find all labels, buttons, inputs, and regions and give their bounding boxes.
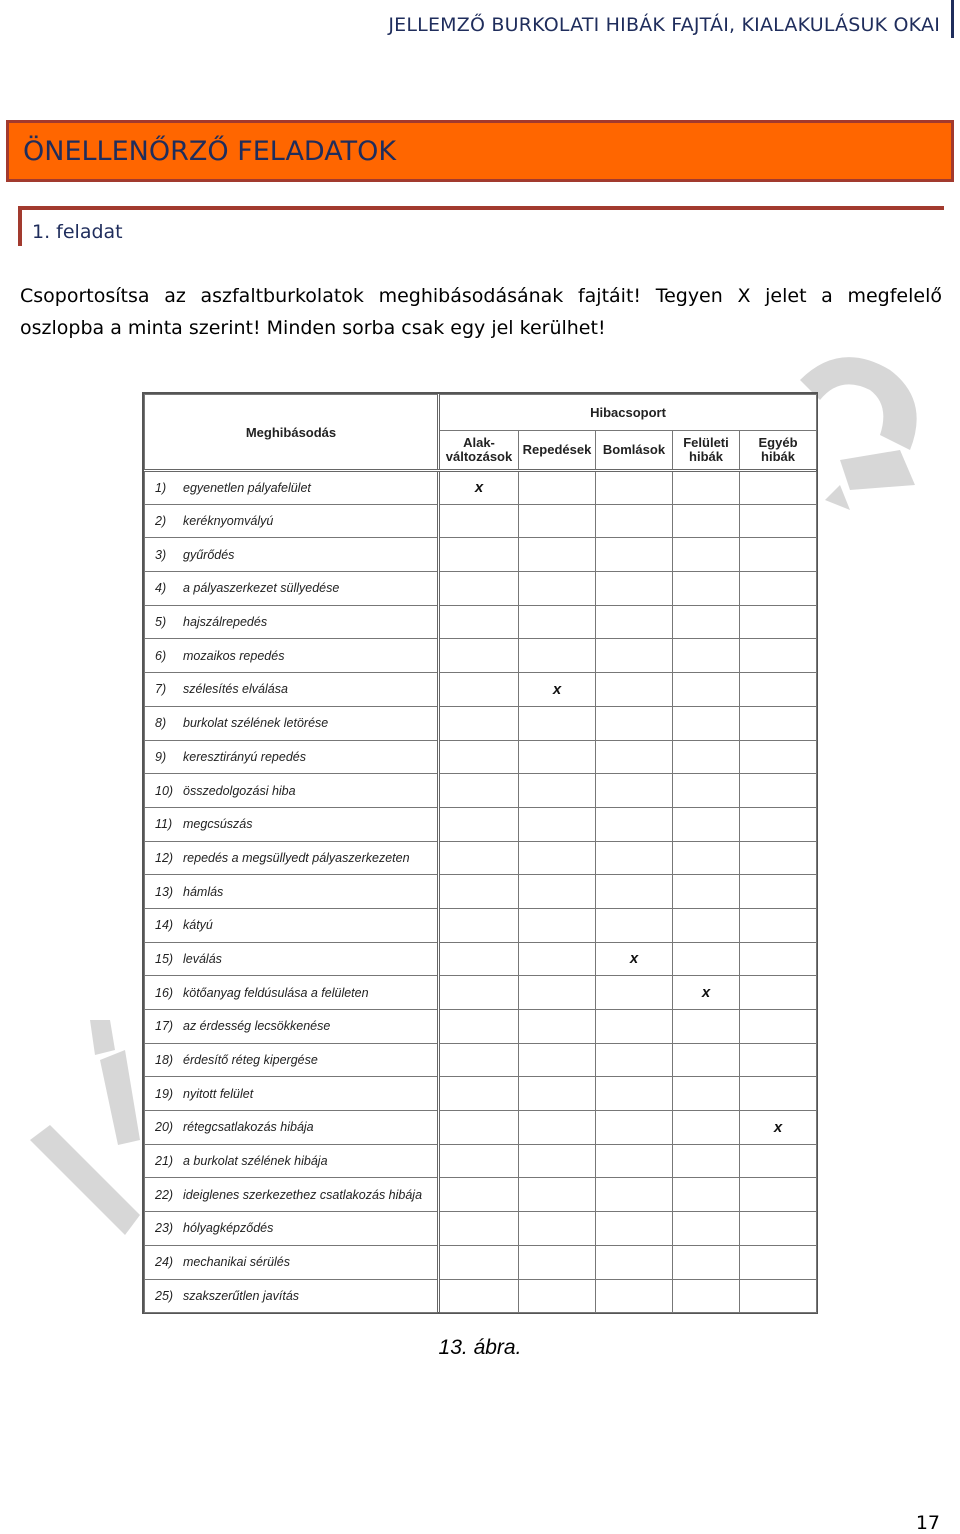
answer-cell[interactable] <box>519 875 596 909</box>
answer-cell[interactable] <box>439 706 519 740</box>
answer-cell[interactable] <box>740 504 817 538</box>
answer-cell[interactable] <box>519 740 596 774</box>
table-row <box>145 1178 817 1212</box>
defect-name: repedés a megsüllyedt pályaszerkezeten <box>183 850 410 865</box>
answer-cell[interactable] <box>519 1043 596 1077</box>
table-row <box>145 1245 817 1279</box>
running-header: JELLEMZŐ BURKOLATI HIBÁK FAJTÁI, KIALAKULÁSUK OKAI <box>388 14 940 36</box>
defect-name: hólyagképződés <box>183 1221 274 1236</box>
answer-cell[interactable] <box>740 774 817 808</box>
answer-cell[interactable] <box>673 1010 740 1044</box>
answer-cell[interactable] <box>673 1144 740 1178</box>
x-mark: x <box>552 680 562 698</box>
answer-cell[interactable] <box>596 605 673 639</box>
answer-cell[interactable] <box>519 942 596 976</box>
answer-cell[interactable] <box>740 1245 817 1279</box>
row-number: 21) <box>155 1154 174 1169</box>
answer-cell[interactable] <box>596 942 673 976</box>
defect-label <box>145 673 439 707</box>
answer-cell[interactable] <box>740 1010 817 1044</box>
defect-name: megcsúszás <box>183 817 253 832</box>
answer-cell[interactable] <box>439 942 519 976</box>
defect-name: rétegcsatlakozás hibája <box>183 1120 314 1135</box>
answer-cell[interactable] <box>596 774 673 808</box>
column-header-category: Repedések <box>519 431 596 471</box>
answer-cell[interactable] <box>439 1178 519 1212</box>
answer-cell[interactable] <box>740 538 817 572</box>
defect-label <box>145 1010 439 1044</box>
answer-cell[interactable] <box>740 942 817 976</box>
answer-cell[interactable] <box>596 1245 673 1279</box>
table-row <box>145 807 817 841</box>
table-row <box>145 1144 817 1178</box>
answer-cell[interactable] <box>673 1077 740 1111</box>
answer-cell[interactable] <box>596 504 673 538</box>
defect-name: gyűrődés <box>183 547 235 562</box>
row-number: 24) <box>155 1255 174 1270</box>
answer-cell[interactable] <box>439 740 519 774</box>
defect-label <box>145 538 439 572</box>
column-header-category: Egyéb hibák <box>740 431 817 471</box>
answer-cell[interactable] <box>439 1212 519 1246</box>
row-number: 2) <box>155 514 167 529</box>
row-number: 4) <box>155 581 167 596</box>
table-row <box>145 875 817 909</box>
defect-label <box>145 572 439 606</box>
defect-name: kötőanyag feldúsulása a felületen <box>183 985 369 1000</box>
defect-name: mozaikos repedés <box>183 648 285 663</box>
defect-name: összedolgozási hiba <box>183 783 296 798</box>
table-row <box>145 504 817 538</box>
table-row <box>145 1043 817 1077</box>
defect-label <box>145 875 439 909</box>
row-number: 1) <box>155 480 167 495</box>
answer-cell[interactable] <box>596 706 673 740</box>
row-number: 17) <box>155 1019 174 1034</box>
defect-label <box>145 740 439 774</box>
answer-cell[interactable] <box>740 740 817 774</box>
answer-cell[interactable] <box>596 1178 673 1212</box>
table-row <box>145 774 817 808</box>
answer-cell[interactable] <box>519 1245 596 1279</box>
table-row <box>145 538 817 572</box>
table-row <box>145 605 817 639</box>
answer-cell[interactable] <box>740 572 817 606</box>
row-number: 18) <box>155 1053 174 1068</box>
answer-cell[interactable] <box>740 1178 817 1212</box>
defect-label <box>145 1245 439 1279</box>
answer-cell[interactable] <box>596 471 673 505</box>
answer-cell[interactable] <box>673 1245 740 1279</box>
answer-cell[interactable] <box>439 538 519 572</box>
answer-cell[interactable] <box>596 673 673 707</box>
defect-name: szélesítés elválása <box>183 682 288 697</box>
x-mark: x <box>474 479 484 497</box>
answer-cell[interactable] <box>740 471 817 505</box>
defect-label <box>145 841 439 875</box>
answer-cell[interactable] <box>596 740 673 774</box>
answer-cell[interactable] <box>519 774 596 808</box>
answer-cell[interactable] <box>519 1077 596 1111</box>
defect-name: keréknyomvályú <box>183 514 274 529</box>
answer-cell[interactable] <box>519 1279 596 1313</box>
answer-cell[interactable] <box>439 976 519 1010</box>
column-header-defect: Meghibásodás <box>145 395 439 471</box>
defect-label <box>145 504 439 538</box>
answer-cell[interactable] <box>673 1111 740 1145</box>
defect-name: a burkolat szélének hibája <box>183 1154 328 1169</box>
answer-cell[interactable] <box>673 1279 740 1313</box>
answer-cell[interactable] <box>673 471 740 505</box>
answer-cell[interactable] <box>439 774 519 808</box>
answer-cell[interactable] <box>519 908 596 942</box>
watermark-fragment-bottom <box>30 1020 160 1250</box>
answer-cell[interactable] <box>740 875 817 909</box>
row-number: 22) <box>155 1187 174 1202</box>
answer-cell[interactable] <box>673 1212 740 1246</box>
row-number: 8) <box>155 716 167 731</box>
defect-name: kátyú <box>183 918 213 933</box>
answer-cell[interactable] <box>673 639 740 673</box>
defect-name: leválás <box>183 951 222 966</box>
answer-cell[interactable] <box>673 807 740 841</box>
answer-cell[interactable] <box>740 1212 817 1246</box>
page-number: 17 <box>915 1512 940 1534</box>
answer-cell[interactable] <box>439 605 519 639</box>
column-header-category: Bomlások <box>596 431 673 471</box>
table-row <box>145 841 817 875</box>
defect-name: burkolat szélének letörése <box>183 716 329 731</box>
answer-cell[interactable] <box>439 673 519 707</box>
answer-cell[interactable] <box>740 605 817 639</box>
answer-cell[interactable] <box>673 942 740 976</box>
answer-cell[interactable] <box>519 1212 596 1246</box>
answer-cell[interactable] <box>740 1144 817 1178</box>
table-row <box>145 1077 817 1111</box>
answer-cell[interactable] <box>519 976 596 1010</box>
row-number: 14) <box>155 918 174 933</box>
defect-name: ideiglenes szerkezethez csatlakozás hibája <box>183 1187 423 1202</box>
answer-cell[interactable] <box>596 1144 673 1178</box>
answer-cell[interactable] <box>673 908 740 942</box>
defect-name: a pályaszerkezet süllyedése <box>183 581 340 596</box>
defect-label <box>145 1279 439 1313</box>
defect-label <box>145 1111 439 1145</box>
answer-cell[interactable] <box>740 1111 817 1145</box>
answer-cell[interactable] <box>439 471 519 505</box>
answer-cell[interactable] <box>740 1279 817 1313</box>
defect-label <box>145 807 439 841</box>
answer-cell[interactable] <box>519 841 596 875</box>
answer-cell[interactable] <box>673 875 740 909</box>
defect-label <box>145 639 439 673</box>
answer-cell[interactable] <box>740 706 817 740</box>
answer-cell[interactable] <box>673 572 740 606</box>
answer-cell[interactable] <box>439 807 519 841</box>
answer-cell[interactable] <box>740 1043 817 1077</box>
defect-label <box>145 1144 439 1178</box>
x-mark: x <box>773 1118 783 1136</box>
answer-cell[interactable] <box>673 504 740 538</box>
row-number: 15) <box>155 951 174 966</box>
table-row <box>145 740 817 774</box>
answer-cell[interactable] <box>740 673 817 707</box>
defect-name: nyitott felület <box>183 1086 254 1101</box>
row-number: 19) <box>155 1086 174 1101</box>
answer-cell[interactable] <box>673 1043 740 1077</box>
row-number: 9) <box>155 749 167 764</box>
answer-cell[interactable] <box>740 639 817 673</box>
answer-cell[interactable] <box>439 875 519 909</box>
answer-cell[interactable] <box>596 1043 673 1077</box>
column-header-category: Felületi hibák <box>673 431 740 471</box>
row-number: 7) <box>155 682 167 697</box>
table-row <box>145 572 817 606</box>
answer-cell[interactable] <box>439 1043 519 1077</box>
defect-name: érdesítő réteg kipergése <box>183 1053 318 1068</box>
answer-cell[interactable] <box>519 1144 596 1178</box>
answer-cell[interactable] <box>740 976 817 1010</box>
defect-name: szakszerűtlen javítás <box>183 1288 300 1303</box>
table-row <box>145 976 817 1010</box>
table-row <box>145 942 817 976</box>
table-row <box>145 1279 817 1313</box>
answer-cell[interactable] <box>596 572 673 606</box>
answer-cell[interactable] <box>519 605 596 639</box>
answer-cell[interactable] <box>596 807 673 841</box>
answer-cell[interactable] <box>596 841 673 875</box>
row-number: 10) <box>155 783 174 798</box>
answer-cell[interactable] <box>596 1212 673 1246</box>
answer-cell[interactable] <box>439 1111 519 1145</box>
row-number: 25) <box>155 1288 174 1303</box>
defect-label <box>145 1212 439 1246</box>
table-row <box>145 706 817 740</box>
answer-cell[interactable] <box>596 976 673 1010</box>
answer-cell[interactable] <box>596 538 673 572</box>
section-title: ÖNELLENŐRZŐ FELADATOK <box>23 136 397 167</box>
answer-cell[interactable] <box>519 572 596 606</box>
table-row <box>145 471 817 505</box>
row-number: 12) <box>155 850 174 865</box>
defect-label <box>145 1178 439 1212</box>
row-number: 16) <box>155 985 174 1000</box>
answer-cell[interactable] <box>740 1077 817 1111</box>
answer-cell[interactable] <box>673 673 740 707</box>
row-number: 13) <box>155 884 174 899</box>
row-number: 3) <box>155 547 167 562</box>
answer-cell[interactable] <box>519 1111 596 1145</box>
answer-cell[interactable] <box>673 841 740 875</box>
answer-cell[interactable] <box>439 1077 519 1111</box>
answer-cell[interactable] <box>519 807 596 841</box>
answer-cell[interactable] <box>740 908 817 942</box>
defect-name: az érdesség lecsökkenése <box>183 1019 331 1034</box>
defect-label <box>145 774 439 808</box>
answer-cell[interactable] <box>740 807 817 841</box>
answer-cell[interactable] <box>596 875 673 909</box>
answer-cell[interactable] <box>439 1010 519 1044</box>
row-number: 11) <box>155 817 173 832</box>
answer-cell[interactable] <box>439 639 519 673</box>
answer-cell[interactable] <box>439 841 519 875</box>
task-heading <box>18 206 944 246</box>
answer-cell[interactable] <box>519 673 596 707</box>
column-group-header: Hibacsoport <box>439 395 817 431</box>
task-instructions: Csoportosítsa az aszfaltburkolatok meghibásodásának fajtáit! Tegyen X jelet a megfelelő oszlopba a minta szerint! Minden sorba csak egy jel kerülhet! <box>20 285 942 339</box>
answer-cell[interactable] <box>740 841 817 875</box>
table-row <box>145 1010 817 1044</box>
table-row <box>145 1212 817 1246</box>
defect-name: egyenetlen pályafelület <box>183 480 311 495</box>
row-number: 20) <box>155 1120 174 1135</box>
table-row <box>145 908 817 942</box>
answer-cell[interactable] <box>673 706 740 740</box>
answer-cell[interactable] <box>596 639 673 673</box>
answer-cell[interactable] <box>439 908 519 942</box>
answer-cell[interactable] <box>596 1279 673 1313</box>
classification-table-figure <box>142 392 818 1314</box>
answer-cell[interactable] <box>596 1010 673 1044</box>
section-banner <box>6 120 954 182</box>
table-row <box>145 639 817 673</box>
x-mark: x <box>701 984 711 1002</box>
answer-cell[interactable] <box>519 706 596 740</box>
table-row <box>145 1111 817 1145</box>
answer-cell[interactable] <box>596 1077 673 1111</box>
row-number: 23) <box>155 1221 174 1236</box>
row-number: 6) <box>155 648 167 663</box>
answer-cell[interactable] <box>439 572 519 606</box>
figure-caption: 13. ábra. <box>438 1336 522 1359</box>
answer-cell[interactable] <box>519 538 596 572</box>
defect-label <box>145 908 439 942</box>
answer-cell[interactable] <box>673 740 740 774</box>
answer-cell[interactable] <box>519 504 596 538</box>
answer-cell[interactable] <box>596 1111 673 1145</box>
answer-cell[interactable] <box>519 1178 596 1212</box>
defect-label <box>145 942 439 976</box>
defect-name: hajszálrepedés <box>183 615 268 630</box>
answer-cell[interactable] <box>673 774 740 808</box>
answer-cell[interactable] <box>673 538 740 572</box>
defect-label <box>145 471 439 505</box>
defect-label <box>145 706 439 740</box>
defect-name: keresztirányú repedés <box>183 749 306 764</box>
answer-cell[interactable] <box>519 471 596 505</box>
answer-cell[interactable] <box>673 976 740 1010</box>
defect-name: hámlás <box>183 884 224 899</box>
answer-cell[interactable] <box>439 1245 519 1279</box>
answer-cell[interactable] <box>596 908 673 942</box>
row-number: 5) <box>155 615 167 630</box>
table-row <box>145 673 817 707</box>
defect-label <box>145 1043 439 1077</box>
defect-name: mechanikai sérülés <box>183 1255 290 1270</box>
answer-cell[interactable] <box>519 1010 596 1044</box>
defect-label <box>145 605 439 639</box>
answer-cell[interactable] <box>519 639 596 673</box>
answer-cell[interactable] <box>439 1279 519 1313</box>
answer-cell[interactable] <box>673 605 740 639</box>
defect-label <box>145 1077 439 1111</box>
answer-cell[interactable] <box>439 1144 519 1178</box>
answer-cell[interactable] <box>439 504 519 538</box>
task-title: 1. feladat <box>32 221 123 243</box>
defect-label <box>145 976 439 1010</box>
answer-cell[interactable] <box>673 1178 740 1212</box>
x-mark: x <box>629 950 639 968</box>
classification-table <box>144 394 817 1313</box>
column-header-category: Alak- változások <box>439 431 519 471</box>
